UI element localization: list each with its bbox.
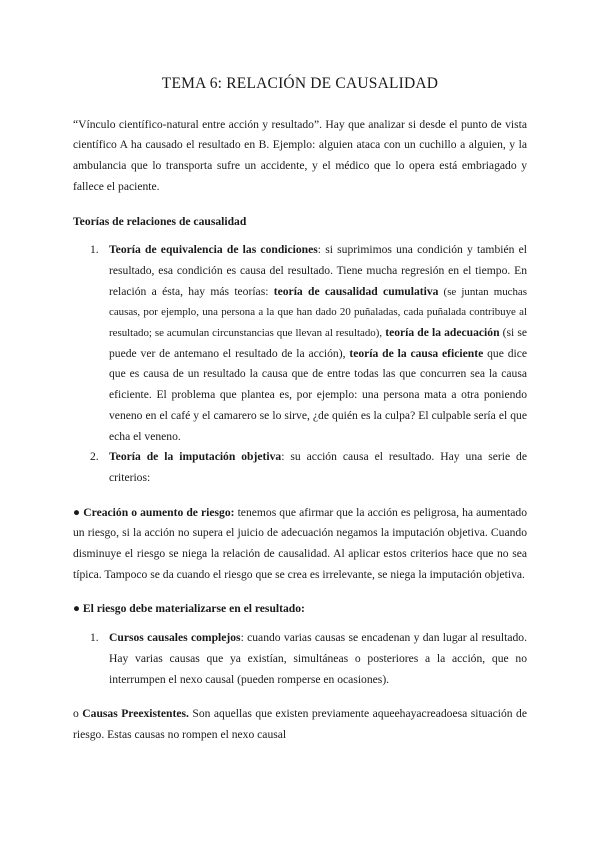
- theory-efficient-cause-text: que dice que es causa de un resultado la causa que de entre todas las que concurren sea la causa eficiente. El problema que plantea es, por ejemplo: una persona mata a otra poniendo veneno en el café y el camarero se lo sirve, ¿de quién es la culpa? El culpable sería el que echa el veneno.: [109, 346, 528, 443]
- list-number: 1.: [90, 631, 99, 645]
- complex-causes-title: Cursos causales complejos: [109, 631, 241, 645]
- section-heading-theories: Teorías de relaciones de causalidad: [73, 214, 247, 228]
- theory-efficient-cause-title: teoría de la causa eficiente: [349, 346, 484, 360]
- list-item-text: [109, 631, 527, 685]
- list-item-text: [109, 243, 527, 442]
- bullet-icon: ●: [73, 602, 81, 616]
- list-item: [73, 240, 527, 447]
- page-title: TEMA 6: RELACIÓN DE CAUSALIDAD: [161, 75, 439, 92]
- risk-creation-title: Creación o aumento de riesgo:: [83, 505, 235, 519]
- spacer: [73, 620, 527, 628]
- spacer: [73, 232, 527, 240]
- list-marker: o: [73, 707, 79, 721]
- theory-adequacy-text: (si se puede ver de antemano el resultado de la acción),: [109, 326, 528, 360]
- theory-equivalence-text: : si suprimimos una condición y también el resultado, esa condición es causa del resultado. Tiene mucha regresión en el tiempo. En relación a ésta, hay más teorías:: [109, 243, 527, 298]
- theory-cumulative-text: (se juntan muchas causas, por ejemplo, una persona a la que han dado 20 puñaladas, cada puñalada contribuye al resultado; se acumulan circunstancias que llevan al resultado),: [109, 285, 527, 340]
- spacer: [73, 690, 527, 704]
- complex-causes-text: : cuando varias causas se encadenan y dan lugar al resultado. Hay varias causas que ya existían, simultáneas o posteriores a la acción, que no interrumpen el nexo causal (pueden romperse en ocasiones).: [109, 631, 527, 686]
- risk-materialize-heading: [73, 599, 527, 620]
- preexisting-causes-title: Causas Preexistentes.: [82, 707, 189, 721]
- preexisting-causes-text: Son aquellas que existen previamente aqueehayacreadoesa situación de riesgo. Estas causas no rompen el nexo causal: [73, 707, 527, 741]
- theory-equivalence-title: Teoría de equivalencia de las condiciones: [109, 243, 318, 257]
- list-number: 2.: [90, 450, 99, 464]
- spacer: [73, 585, 527, 599]
- risk-creation-paragraph: [73, 503, 527, 586]
- list-item: [73, 628, 527, 690]
- risk-materialize-title: El riesgo debe materializarse en el resultado:: [82, 602, 305, 616]
- theory-adequacy-title: teoría de la adecuación: [385, 326, 500, 340]
- preexisting-causes-paragraph: [73, 704, 527, 745]
- document-page: [73, 74, 527, 746]
- list-item-text: [109, 450, 527, 484]
- spacer: [73, 489, 527, 503]
- complex-causes-list: [73, 628, 527, 690]
- theory-imputation-text: : su acción causa el resultado. Hay una serie de criterios:: [109, 450, 528, 484]
- list-item: [73, 447, 527, 488]
- theory-imputation-title: Teoría de la imputación objetiva: [109, 450, 282, 464]
- risk-creation-text: tenemos que afirmar que la acción es peligrosa, ha aumentado un riesgo, si la acción no supera el juicio de adecuación negamos la imputación objetiva. Cuando disminuye el riesgo se niega la relación de causalidad. Al aplicar estos criterios hace que no sea típica. Tampoco se da cuando el riesgo que se crea es irrelevante, se niega la imputación objetiva.: [73, 505, 527, 581]
- theory-cumulative-title: teoría de causalidad cumulativa: [273, 284, 439, 298]
- list-number: 1.: [90, 243, 99, 257]
- intro-paragraph: “Vínculo científico-natural entre acción y resultado”. Hay que analizar si desde el punto de vista científico A ha causado el resultado en B. Ejemplo: alguien ataca con un cuchillo a alguien, y la ambulancia que lo transporta sufre un accidente, y el médico que lo opera está embriagado y fallece el paciente.: [73, 117, 527, 193]
- theories-list: [73, 240, 527, 488]
- spacer: [73, 198, 527, 212]
- bullet-icon: ●: [73, 505, 81, 519]
